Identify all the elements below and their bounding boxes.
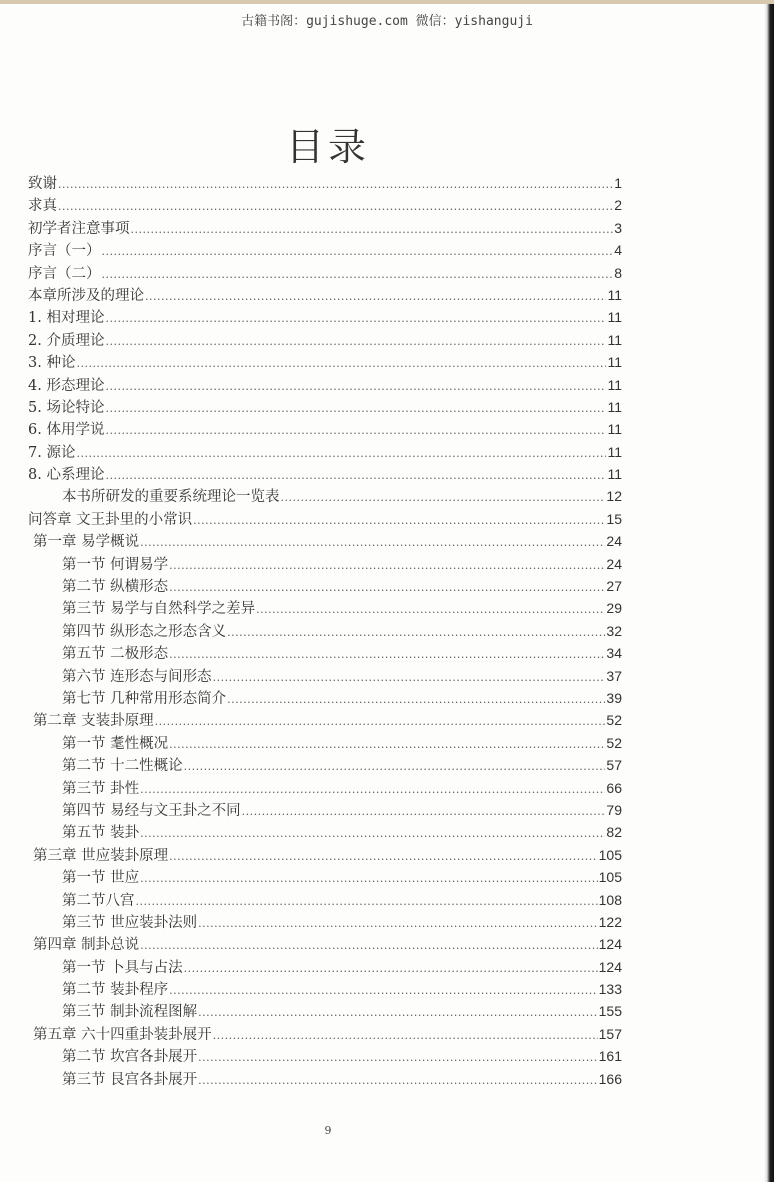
toc-entry[interactable] [28,978,622,1000]
toc-entry-page: 37 [606,667,622,684]
dot-leader [193,510,605,532]
toc-entry-page: 11 [607,443,622,460]
toc-entry-label: 7. 源论 [28,444,76,461]
dot-leader [184,756,606,778]
dot-leader [184,958,598,980]
toc-entry-page: 3 [614,219,622,236]
watermark-header: 古籍书阁：gujishuge.com 微信：yishanguji [241,14,533,29]
toc-entry-page: 24 [606,533,622,550]
dot-leader [140,823,605,845]
toc-entry[interactable] [28,329,622,351]
toc-entry-page: 124 [598,958,622,975]
toc-entry-page: 11 [607,354,622,371]
toc-entry-label: 第七节 几种常用形态简介 [62,690,227,707]
dot-leader [140,779,605,801]
dot-leader [105,331,606,353]
dot-leader [105,420,606,442]
toc-entry-page: 11 [607,331,622,348]
toc-entry[interactable] [28,687,622,709]
dot-leader [58,196,613,218]
toc-entry[interactable] [28,1023,622,1045]
toc-entry-label: 第四节 易经与文王卦之不同 [62,802,241,819]
toc-entry-page: 105 [598,846,622,863]
table-of-contents [28,172,622,1090]
dot-leader [213,667,606,689]
dot-leader [145,286,606,308]
toc-entry[interactable] [28,933,622,955]
dot-leader [136,891,598,913]
dot-leader [105,465,606,487]
toc-entry[interactable] [28,754,622,776]
toc-entry-page: 8 [614,264,622,281]
page-number: 9 [324,1124,332,1137]
dot-leader [242,801,606,823]
toc-entry-page: 12 [606,488,622,505]
toc-entry-page: 155 [598,1003,622,1020]
toc-entry-page: 11 [607,376,622,393]
toc-entry-label: 8. 心系理论 [28,467,105,484]
toc-entry-label: 第二节八宫 [62,892,135,909]
toc-entry-page: 82 [606,824,622,841]
toc-entry-label: 3. 种论 [28,355,76,372]
toc-entry-label: 问答章 文王卦里的小常识 [28,511,193,528]
dot-leader [105,308,606,330]
dot-leader [198,1047,598,1069]
toc-entry-page: 57 [606,757,622,774]
toc-entry-page: 11 [607,398,622,415]
toc-entry-label: 第二节 装卦程序 [62,982,169,999]
dot-leader [102,241,614,263]
toc-entry-label: 本章所涉及的理论 [28,287,144,304]
toc-entry[interactable] [28,665,622,687]
dot-leader [227,689,605,711]
toc-entry-page: 105 [598,869,622,886]
dot-leader [102,264,614,286]
toc-entry-label: 第一节 卜具与占法 [62,959,183,976]
toc-entry[interactable] [28,508,622,530]
toc-entry[interactable] [28,418,622,440]
toc-entry[interactable] [28,396,622,418]
toc-entry-page: 166 [598,1070,622,1087]
dot-leader [169,555,605,577]
toc-entry-page: 161 [598,1048,622,1065]
toc-entry[interactable] [28,575,622,597]
dot-leader [105,376,606,398]
toc-entry-page: 39 [606,689,622,706]
toc-entry-page: 1 [614,175,622,191]
toc-entry[interactable] [28,463,622,485]
toc-entry-page: 122 [598,913,622,930]
toc-entry[interactable] [28,642,622,664]
toc-entry[interactable] [28,620,622,642]
toc-entry-label: 第五章 六十四重卦装卦展开 [33,1026,212,1043]
toc-entry[interactable] [28,172,622,194]
toc-entry[interactable] [28,597,622,619]
toc-entry-label: 序言（一） [28,243,101,260]
dot-leader [169,846,598,868]
toc-entry-label: 第四节 纵形态之形态含义 [62,623,227,640]
toc-entry-page: 11 [607,466,622,483]
toc-entry-label: 致谢 [28,176,57,192]
toc-entry-page: 4 [614,242,622,259]
toc-entry-label: 4. 形态理论 [28,377,105,394]
toc-entry[interactable] [28,799,622,821]
dot-leader [169,734,605,756]
toc-entry[interactable] [28,284,622,306]
toc-entry-label: 第一节 耄性概况 [62,735,169,752]
toc-entry-label: 本书所研发的重要系统理论一览表 [62,489,280,506]
toc-entry[interactable] [28,777,622,799]
toc-entry-page: 108 [598,891,622,908]
dot-leader [140,868,598,890]
toc-entry-page: 27 [606,578,622,595]
toc-entry[interactable] [28,1000,622,1022]
toc-entry[interactable] [28,485,622,507]
toc-entry-page: 124 [598,936,622,953]
toc-entry-label: 第三节 卦性 [62,780,140,797]
toc-entry[interactable] [28,374,622,396]
toc-entry[interactable] [28,866,622,888]
scan-right-edge [764,4,774,1182]
toc-entry[interactable] [28,821,622,843]
dot-leader [140,935,598,957]
toc-entry-label: 第二节 纵横形态 [62,579,169,596]
toc-entry-label: 第三节 制卦流程图解 [62,1004,198,1021]
page-title: 目录 [285,125,370,169]
toc-entry-page: 2 [614,197,622,214]
toc-entry-label: 第六节 连形态与间形态 [62,668,212,685]
toc-entry-page: 11 [607,309,622,326]
toc-entry-label: 2. 介质理论 [28,332,105,349]
scan-top-edge [0,0,774,4]
toc-entry[interactable] [28,262,622,284]
toc-entry-page: 52 [606,712,622,729]
toc-entry-label: 5. 场论特论 [28,399,105,416]
toc-entry[interactable] [28,217,622,239]
toc-entry[interactable] [28,351,622,373]
toc-entry-label: 序言（二） [28,265,101,282]
toc-entry-page: 29 [606,600,622,617]
dot-leader [76,443,606,465]
toc-entry-page: 11 [607,286,622,303]
dot-leader [58,174,613,196]
toc-entry-label: 6. 体用学说 [28,422,105,439]
toc-entry-label: 第四章 制卦总说 [33,937,140,954]
toc-entry-page: 79 [606,801,622,818]
toc-entry[interactable] [28,956,622,978]
toc-entry-label: 第三章 世应装卦原理 [33,847,169,864]
toc-entry-page: 133 [598,981,622,998]
toc-entry-label: 1. 相对理论 [28,310,105,327]
toc-entry-label: 第一章 易学概说 [33,534,140,551]
dot-leader [169,644,605,666]
toc-entry[interactable] [28,844,622,866]
toc-entry-page: 11 [607,421,622,438]
dot-leader [131,219,614,241]
toc-entry[interactable] [28,306,622,328]
dot-leader [281,487,606,509]
dot-leader [256,599,605,621]
toc-entry-label: 第二节 十二性概论 [62,758,183,775]
toc-entry-label: 第二节 坎宫各卦展开 [62,1049,198,1066]
dot-leader [140,532,605,554]
toc-entry[interactable] [28,553,622,575]
toc-entry-label: 第五节 二极形态 [62,646,169,663]
toc-entry-label: 第一节 世应 [62,870,140,887]
toc-entry[interactable] [28,239,622,261]
dot-leader [169,980,598,1002]
toc-entry-page: 34 [606,645,622,662]
toc-entry[interactable] [28,889,622,911]
toc-entry[interactable] [28,1045,622,1067]
toc-entry[interactable] [28,732,622,754]
toc-entry[interactable] [28,441,622,463]
toc-entry[interactable] [28,709,622,731]
dot-leader [198,1002,598,1024]
dot-leader [213,1025,598,1047]
toc-entry-label: 第一节 何谓易学 [62,556,169,573]
toc-entry-page: 52 [606,734,622,751]
dot-leader [227,622,605,644]
toc-entry-page: 66 [606,779,622,796]
toc-entry[interactable] [28,530,622,552]
toc-entry-page: 32 [606,622,622,639]
toc-entry-label: 第二章 支装卦原理 [33,713,154,730]
toc-entry-page: 157 [598,1025,622,1042]
dot-leader [105,398,606,420]
toc-entry-page: 15 [606,510,622,527]
toc-entry[interactable] [28,1068,622,1090]
toc-entry-label: 第三节 易学与自然科学之差异 [62,601,256,618]
toc-entry-label: 第三节 艮宫各卦展开 [62,1071,198,1088]
toc-entry-page: 24 [606,555,622,572]
toc-entry[interactable] [28,911,622,933]
toc-entry[interactable] [28,194,622,216]
dot-leader [76,353,606,375]
toc-entry-label: 求真 [28,198,57,215]
toc-entry-label: 第五节 装卦 [62,825,140,842]
dot-leader [198,1070,598,1092]
toc-entry-label: 初学者注意事项 [28,220,130,237]
dot-leader [155,711,606,733]
dot-leader [169,577,605,599]
toc-entry-label: 第三节 世应装卦法则 [62,914,198,931]
dot-leader [198,913,598,935]
